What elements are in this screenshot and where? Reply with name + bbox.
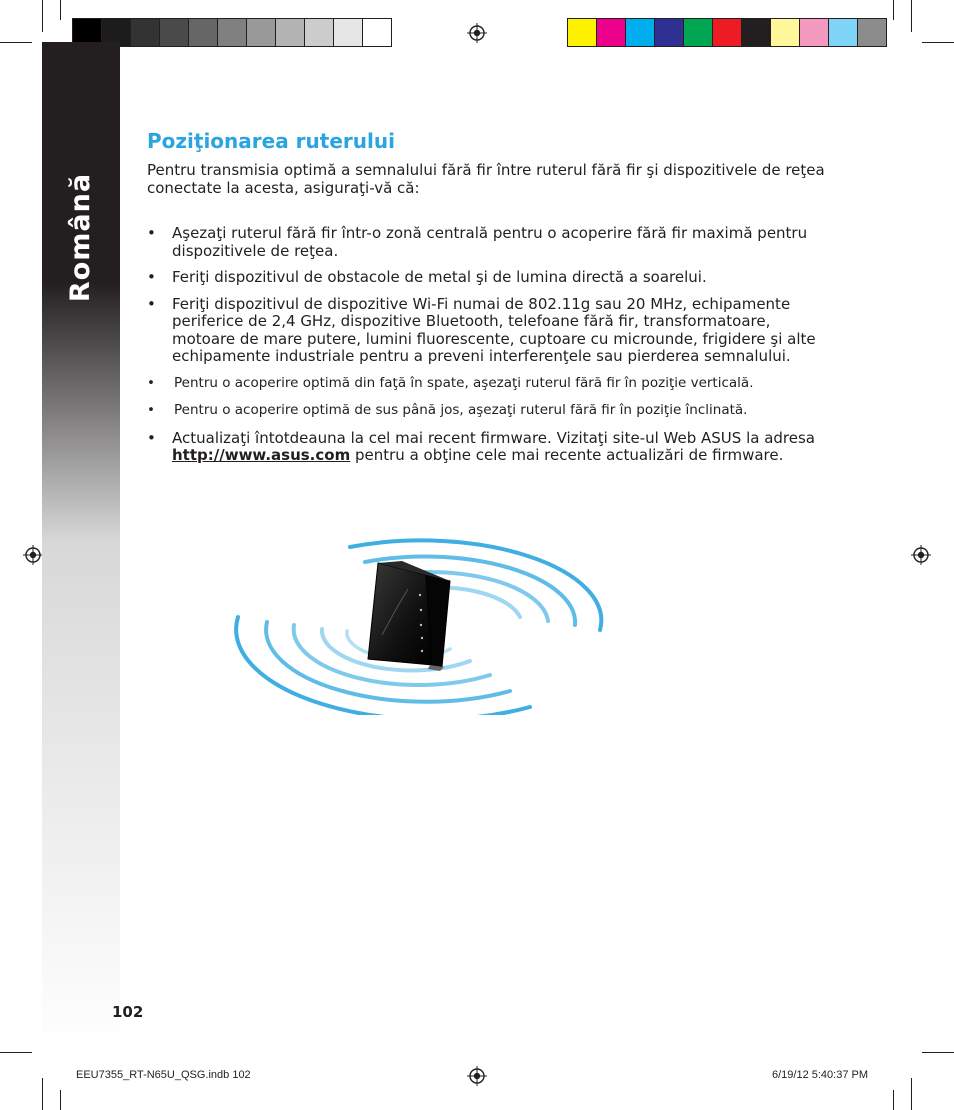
list-item — [147, 225, 837, 260]
color-swatch — [333, 18, 363, 47]
page-number: 102 — [112, 1003, 144, 1021]
color-swatch — [188, 18, 218, 47]
list-item — [147, 402, 837, 420]
list-item — [147, 375, 837, 393]
router-icon — [368, 561, 450, 671]
list-item — [147, 430, 837, 465]
bullet-marker: • — [147, 428, 156, 447]
list-item — [147, 296, 837, 366]
list-item-text: Aşezaţi ruterul fără fir într-o zonă centrală pentru o acoperire fără fir maximă pentru dispozitivele de reţea. — [172, 224, 808, 260]
color-swatch — [217, 18, 247, 47]
slug-filename: EEU7355_RT-N65U_QSG.indb 102 — [76, 1069, 251, 1081]
color-swatch — [130, 18, 160, 47]
registration-mark-icon — [911, 545, 931, 565]
crop-mark — [922, 1052, 954, 1053]
crop-mark — [0, 42, 32, 43]
color-swatch — [159, 18, 189, 47]
list-item-text: Feriţi dispozitivul de obstacole de metal şi de lumina directă a soarelui. — [172, 268, 707, 286]
color-swatch — [683, 18, 713, 47]
crop-mark — [922, 42, 954, 43]
list-item-text: Feriţi dispozitivul de dispozitive Wi-Fi numai de 802.11g sau 20 MHz, echipamente periferice de 2,4 GHz, dispozitive Bluetooth, telefoane fără fir, transformatoare, motoare de mare putere, lumini fluorescente, cuptoare cu microunde, frigidere şi alte echipamente industriale pentru a preveni interferenţele sau pierderea semnalului. — [172, 294, 816, 365]
list-item — [147, 269, 837, 287]
color-swatch — [799, 18, 829, 47]
sidebar-language-label: Română — [65, 172, 97, 302]
intro-paragraph: Pentru transmisia optimă a semnalului fără fir între ruterul fără fir şi dispozitivele de reţea conectate la acesta, asiguraţi-vă că: — [147, 161, 825, 197]
crop-mark — [60, 1090, 61, 1110]
color-swatch — [828, 18, 858, 47]
bullet-marker: • — [147, 224, 156, 242]
list-item-text: Pentru o acoperire optimă din faţă în spate, aşezaţi ruterul fără fir în poziţie verticală. — [174, 374, 754, 391]
color-swatch — [567, 18, 597, 47]
section-heading: Poziţionarea ruterului — [147, 129, 395, 153]
crop-mark — [42, 1078, 43, 1110]
sidebar-label-wrap — [46, 172, 116, 302]
language-sidebar — [42, 42, 120, 1052]
registration-mark-icon — [467, 1066, 487, 1086]
color-bar — [567, 18, 886, 47]
list-item-text: Pentru o acoperire optimă de sus până jos, aşezaţi ruterul fără fir în poziţie înclinată. — [174, 402, 748, 418]
color-swatch — [246, 18, 276, 47]
asus-website-link[interactable]: http://www.asus.com — [172, 446, 351, 464]
color-swatch — [712, 18, 742, 47]
bullet-marker: • — [147, 294, 156, 313]
bullet-marker: • — [147, 374, 155, 391]
color-swatch — [304, 18, 334, 47]
color-swatch — [362, 18, 392, 47]
color-swatch — [770, 18, 800, 47]
crop-mark — [60, 0, 61, 20]
color-swatch — [857, 18, 887, 47]
crop-mark — [0, 1052, 32, 1053]
color-swatch — [654, 18, 684, 47]
router-signal-illustration — [230, 525, 610, 715]
crop-mark — [911, 0, 912, 32]
color-swatch — [625, 18, 655, 47]
crop-mark — [893, 1090, 894, 1110]
bullet-list — [147, 225, 837, 474]
color-swatch — [741, 18, 771, 47]
list-item-text-before: Actualizaţi întotdeauna la cel mai recent firmware. Vizitaţi site-ul Web ASUS la adresa — [172, 428, 815, 447]
crop-mark — [911, 1078, 912, 1110]
list-item-text-after: pentru a obţine cele mai recente actualizări de firmware. — [350, 446, 784, 464]
bullet-marker: • — [147, 268, 156, 286]
crop-mark — [893, 0, 894, 20]
crop-mark — [42, 0, 43, 32]
slug-timestamp: 6/19/12 5:40:37 PM — [772, 1069, 869, 1081]
bullet-marker: • — [147, 402, 155, 418]
registration-mark-icon — [467, 23, 487, 43]
registration-mark-icon — [23, 545, 43, 565]
color-swatch — [275, 18, 305, 47]
color-swatch — [596, 18, 626, 47]
